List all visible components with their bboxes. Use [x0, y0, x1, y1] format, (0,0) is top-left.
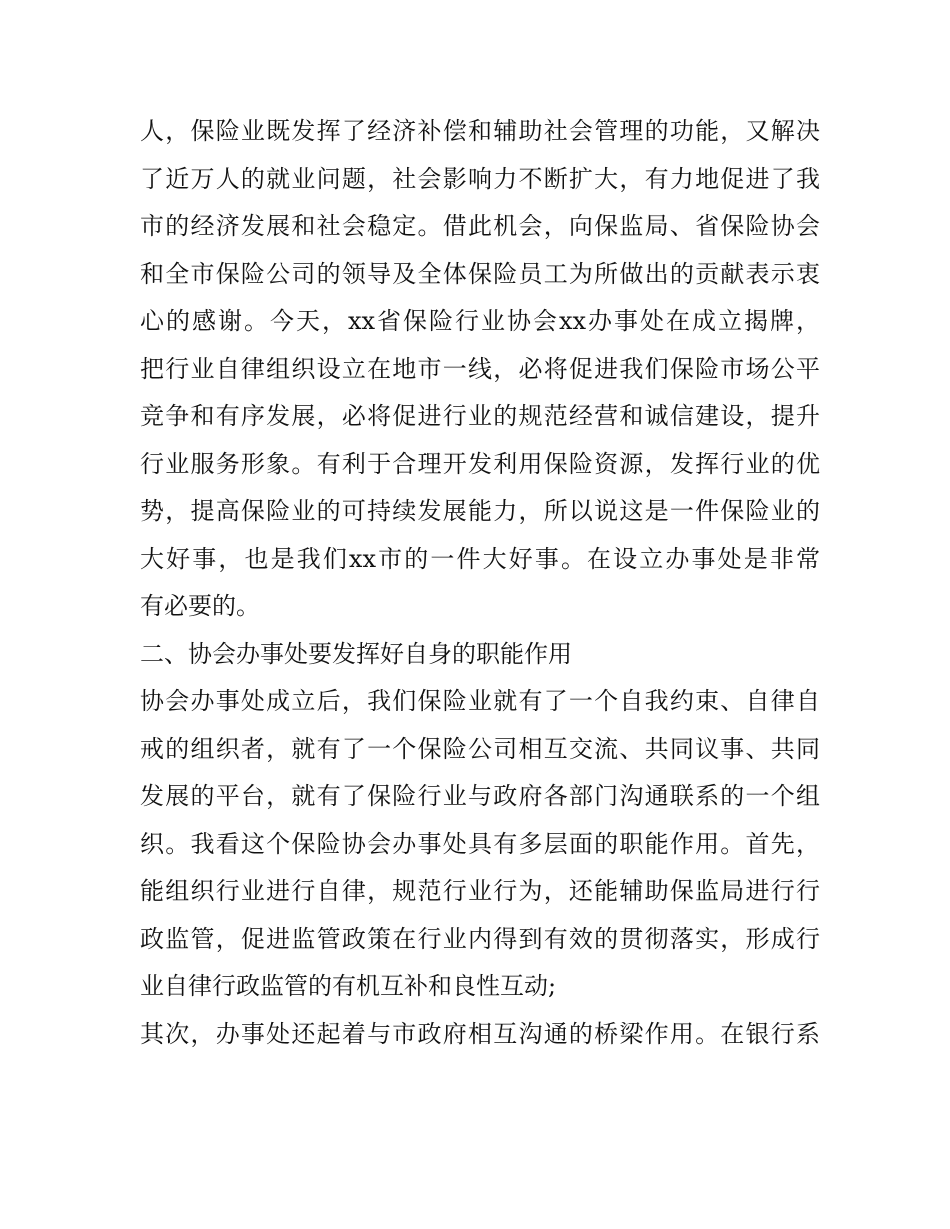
text-line: 势，提高保险业的可持续发展能力，所以说这是一件保险业的 [140, 497, 820, 525]
text-line: 织。我看这个保险协会办事处具有多层面的职能作用。首先， [140, 829, 820, 858]
text-line: 政监管，促进监管政策在行业内得到有效的贯彻落实，形成行 [140, 924, 820, 953]
text-line: 和全市保险公司的领导及全体保险员工为所做出的贡献表示衷 [140, 259, 820, 288]
text-line: 协会办事处成立后，我们保险业就有了一个自我约束、自律自 [140, 687, 820, 715]
text-line: 了近万人的就业问题，社会影响力不断扩大，有力地促进了我 [140, 164, 820, 193]
text-line: 大好事，也是我们xx市的一件大好事。在设立办事处是非常 [140, 544, 820, 573]
text-line: 行业服务形象。有利于合理开发利用保险资源，发挥行业的优 [140, 449, 820, 478]
text-line: 二、协会办事处要发挥好自身的职能作用 [140, 639, 572, 668]
text-line: 有必要的。 [140, 592, 260, 620]
text-line: 市的经济发展和社会稳定。借此机会，向保监局、省保险协会 [140, 212, 820, 240]
text-line: 发展的平台，就有了保险行业与政府各部门沟通联系的一个组 [140, 782, 820, 810]
text-line: 竞争和有序发展，必将促进行业的规范经营和诚信建设，提升 [140, 402, 820, 430]
text-line: 其次，办事处还起着与市政府相互沟通的桥梁作用。在银行系 [140, 1019, 820, 1048]
text-line: 业自律行政监管的有机互补和良性互动; [140, 972, 557, 1000]
text-line: 戒的组织者，就有了一个保险公司相互交流、共同议事、共同 [140, 734, 820, 763]
text-line: 心的感谢。今天，xx省保险行业协会xx办事处在成立揭牌， [140, 307, 820, 335]
text-line: 人，保险业既发挥了经济补偿和辅助社会管理的功能，又解决 [140, 117, 820, 145]
document-body [140, 108, 820, 1058]
text-line: 能组织行业进行自律，规范行业行为，还能辅助保监局进行行 [140, 877, 820, 905]
text-line: 把行业自律组织设立在地市一线，必将促进我们保险市场公平 [140, 354, 820, 383]
